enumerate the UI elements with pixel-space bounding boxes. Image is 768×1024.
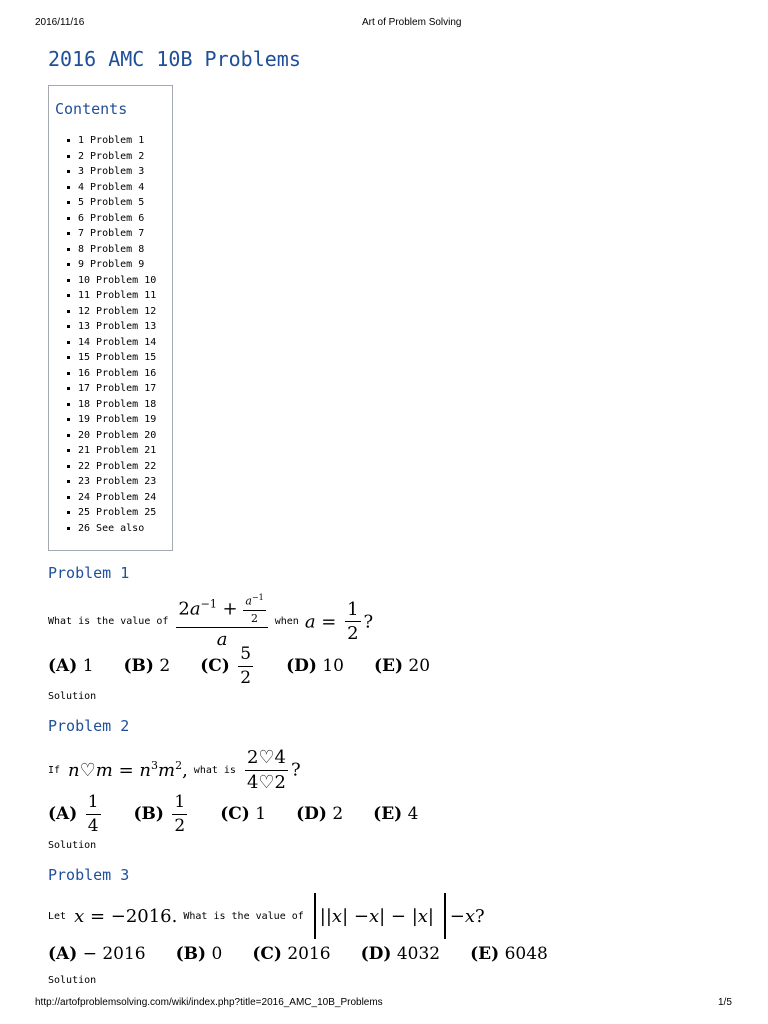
- toc-item[interactable]: [78, 133, 156, 149]
- toc-item[interactable]: [78, 381, 156, 397]
- print-date: 2016/11/16: [35, 17, 85, 28]
- choice-d: (D) 2: [296, 804, 344, 825]
- toc-item[interactable]: [78, 397, 156, 413]
- toc-item[interactable]: [78, 459, 156, 475]
- toc-link[interactable]: 6 Problem 6: [78, 212, 145, 224]
- toc-link[interactable]: 3 Problem 3: [78, 166, 145, 177]
- toc-item[interactable]: [78, 521, 156, 537]
- choice-d: (D) 4032: [360, 944, 441, 964]
- choice-c: (C) 1: [220, 804, 267, 825]
- problem-1-condition: a = $\frac{1}{2}$ ?: [304, 598, 374, 645]
- choice-b: (B) $\frac{1}{2}$: [133, 792, 186, 836]
- toc-link[interactable]: 20 Problem 20: [78, 429, 157, 441]
- problem-3-statement: Let x = −2016. What is the value of || x | − x | − | x | − x ?: [48, 893, 485, 939]
- choice-d: (D) 10: [286, 656, 344, 677]
- problem-1-expression: $2a^{-1}$ + $\frac{a^{-1}}{2}$ a: [176, 594, 267, 650]
- toc-link[interactable]: 12 Problem 12: [78, 305, 157, 317]
- problem-1-choices: [48, 645, 460, 687]
- problem-2-choices: [48, 793, 448, 835]
- toc-link[interactable]: 14 Problem 14: [78, 336, 157, 348]
- toc-item[interactable]: [78, 474, 156, 490]
- toc-link[interactable]: 25 Problem 25: [78, 507, 157, 518]
- toc-item[interactable]: [78, 304, 156, 320]
- toc-title: Contents: [55, 100, 128, 118]
- problem-3-heading: Problem 3: [48, 866, 130, 884]
- toc-item[interactable]: [78, 319, 156, 335]
- toc-item[interactable]: [78, 211, 156, 227]
- problem-3-solution-link[interactable]: Solution: [48, 975, 97, 986]
- problem-1-statement: What is the value of $2a^{-1}$ + $\frac{a^{-1}}{2}$ a when a = $\frac{1}{2}$ ?: [48, 593, 374, 650]
- problem-2-statement: If n♡m = $n^3m^2$, what is $\frac{2♡4}{4♡2}$ ?: [48, 747, 301, 793]
- toc-item[interactable]: [78, 288, 156, 304]
- toc-item[interactable]: [78, 195, 156, 211]
- toc-link[interactable]: 18 Problem 18: [78, 398, 157, 410]
- choice-a: (A) 1: [48, 656, 94, 677]
- toc-link[interactable]: 22 Problem 22: [78, 460, 157, 472]
- toc-item[interactable]: [78, 505, 156, 521]
- toc-link[interactable]: 5 Problem 5: [78, 197, 145, 208]
- toc-link[interactable]: 23 Problem 23: [78, 476, 157, 487]
- problem-3-choices: [48, 944, 578, 964]
- print-site-title: Art of Problem Solving: [362, 17, 462, 28]
- choice-c: (C) $\frac{5}{2}$: [200, 644, 252, 688]
- choice-b: (B) 0: [175, 944, 223, 964]
- toc-link[interactable]: 21 Problem 21: [78, 445, 157, 456]
- toc-link[interactable]: 2 Problem 2: [78, 150, 145, 162]
- toc-item[interactable]: [78, 164, 156, 180]
- problem-1-solution-link[interactable]: Solution: [48, 691, 97, 702]
- table-of-contents: [48, 85, 173, 551]
- toc-link[interactable]: 26 See also: [78, 522, 145, 534]
- toc-link[interactable]: 15 Problem 15: [78, 352, 157, 363]
- choice-c: (C) 2016: [252, 944, 331, 964]
- toc-link[interactable]: 9 Problem 9: [78, 259, 145, 270]
- problem-2-heading: Problem 2: [48, 717, 130, 735]
- toc-link[interactable]: 8 Problem 8: [78, 243, 145, 255]
- page-number: 1/5: [718, 997, 732, 1008]
- problem-1-heading: Problem 1: [48, 564, 130, 582]
- toc-link[interactable]: 17 Problem 17: [78, 383, 157, 394]
- toc-item[interactable]: [78, 226, 156, 242]
- toc-link[interactable]: 7 Problem 7: [78, 228, 145, 239]
- toc-item[interactable]: [78, 428, 156, 444]
- toc-link[interactable]: 13 Problem 13: [78, 321, 157, 332]
- print-url: http://artofproblemsolving.com/wiki/index.php?title=2016_AMC_10B_Problems: [35, 997, 383, 1008]
- toc-link[interactable]: 24 Problem 24: [78, 491, 157, 503]
- toc-item[interactable]: [78, 412, 156, 428]
- toc-link[interactable]: 10 Problem 10: [78, 274, 157, 286]
- toc-link[interactable]: 16 Problem 16: [78, 367, 157, 379]
- toc-list: [78, 133, 156, 536]
- choice-e: (E) 4: [373, 804, 419, 825]
- toc-item[interactable]: [78, 180, 156, 196]
- toc-item[interactable]: [78, 366, 156, 382]
- toc-link[interactable]: 4 Problem 4: [78, 181, 145, 193]
- toc-item[interactable]: [78, 443, 156, 459]
- choice-a: (A) − 2016: [48, 944, 146, 964]
- toc-item[interactable]: [78, 350, 156, 366]
- toc-link[interactable]: 11 Problem 11: [78, 290, 157, 301]
- toc-link[interactable]: 1 Problem 1: [78, 135, 145, 146]
- choice-a: (A) $\frac{1}{4}$: [48, 792, 99, 836]
- choice-b: (B) 2: [123, 656, 171, 677]
- toc-item[interactable]: [78, 335, 156, 351]
- toc-item[interactable]: [78, 257, 156, 273]
- toc-link[interactable]: 19 Problem 19: [78, 414, 157, 425]
- problem-2-solution-link[interactable]: Solution: [48, 840, 97, 851]
- toc-item[interactable]: [78, 273, 156, 289]
- toc-item[interactable]: [78, 149, 156, 165]
- toc-item[interactable]: [78, 242, 156, 258]
- toc-item[interactable]: [78, 490, 156, 506]
- choice-e: (E) 20: [373, 656, 431, 677]
- choice-e: (E) 6048: [470, 944, 548, 964]
- page-title: 2016 AMC 10B Problems: [48, 47, 301, 71]
